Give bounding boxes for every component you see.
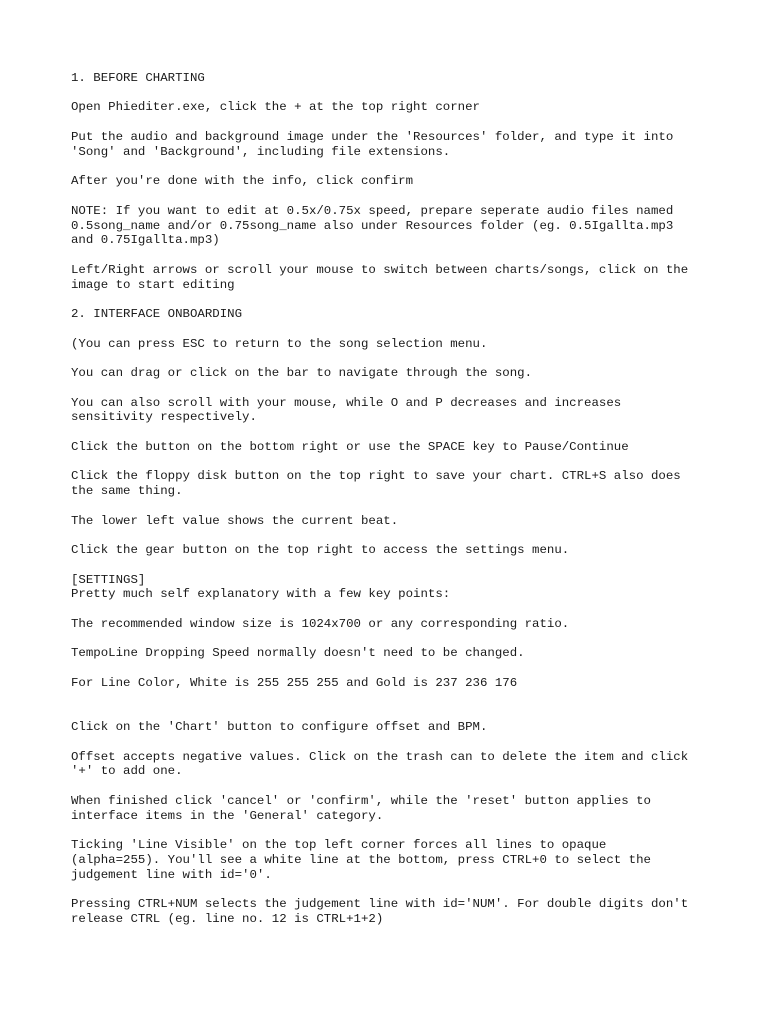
paragraph-open-phiediter (71, 100, 711, 115)
paragraph-heading-before-charting (71, 71, 711, 86)
paragraph-drag-bar (71, 366, 711, 381)
paragraph-ctrl-num (71, 897, 711, 927)
text-line: The recommended window size is 1024x700 or any corresponding ratio. (71, 616, 570, 631)
text-line: Left/Right arrows or scroll your mouse to switch between charts/songs, click on the (71, 262, 689, 277)
text-line: 1. BEFORE CHARTING (71, 71, 205, 85)
text-line: NOTE: If you want to edit at 0.5x/0.75x speed, prepare seperate audio files named (71, 203, 674, 218)
text-line: 'Song' and 'Background', including file extensions. (71, 144, 451, 159)
document-page (71, 71, 711, 942)
text-line: Click on the 'Chart' button to configure offset and BPM. (71, 720, 488, 735)
paragraph-note-speed (71, 204, 711, 248)
text-line: 2. INTERFACE ONBOARDING (71, 307, 243, 322)
text-line: The lower left value shows the current beat. (71, 513, 399, 528)
text-line: (alpha=255). You'll see a white line at the bottom, press CTRL+0 to select the (71, 852, 651, 867)
paragraph-put-audio (71, 130, 711, 160)
text-line: Pretty much self explanatory with a few key points: (71, 587, 451, 602)
paragraph-pause-continue (71, 440, 711, 455)
text-line: When finished click 'cancel' or 'confirm', while the 'reset' button applies to (71, 793, 651, 808)
paragraph-line-color (71, 676, 711, 691)
paragraph-after-info (71, 174, 711, 189)
text-line: '+' to add one. (71, 764, 183, 779)
paragraph-left-right (71, 263, 711, 293)
text-line: Open Phiediter.exe, click the + at the top right corner (71, 100, 480, 115)
paragraph-tempoline (71, 646, 711, 661)
text-line: 0.5song_name and/or 0.75song_name also under Resources folder (eg. 0.5Igallta.mp3 (71, 218, 674, 233)
paragraph-floppy-save (71, 469, 711, 499)
text-line: sensitivity respectively. (71, 410, 257, 425)
text-line: Ticking 'Line Visible' on the top left corner forces all lines to opaque (71, 838, 607, 853)
text-line: image to start editing (71, 277, 235, 292)
text-line: interface items in the 'General' category. (71, 808, 384, 823)
text-line: You can also scroll with your mouse, while O and P decreases and increases (71, 395, 622, 410)
text-line: Click the gear button on the top right to access the settings menu. (71, 543, 570, 558)
text-line: For Line Color, White is 255 255 255 and Gold is 237 236 176 (71, 675, 518, 690)
text-line: Click the floppy disk button on the top right to save your chart. CTRL+S also does (71, 469, 681, 484)
text-line: TempoLine Dropping Speed normally doesn't need to be changed. (71, 646, 525, 661)
text-line: judgement line with id='0'. (71, 867, 272, 882)
text-line: You can drag or click on the bar to navigate through the song. (71, 366, 533, 381)
paragraph-offset (71, 750, 711, 780)
text-line: [SETTINGS] (71, 572, 146, 587)
paragraph-line-visible (71, 838, 711, 882)
paragraph-lower-left (71, 514, 711, 529)
paragraph-chart-button (71, 720, 711, 735)
paragraph-heading-interface (71, 307, 711, 322)
text-line: the same thing. (71, 484, 183, 499)
paragraph-scroll-mouse (71, 396, 711, 426)
paragraph-settings-heading (71, 573, 711, 603)
paragraph-press-esc (71, 337, 711, 352)
paragraph-cancel-confirm (71, 794, 711, 824)
text-line: release CTRL (eg. line no. 12 is CTRL+1+2) (71, 912, 384, 927)
text-line: Pressing CTRL+NUM selects the judgement line with id='NUM'. For double digits don't (71, 897, 689, 912)
text-line: Click the button on the bottom right or use the SPACE key to Pause/Continue (71, 439, 629, 454)
text-line: Offset accepts negative values. Click on the trash can to delete the item and click (71, 749, 689, 764)
text-line: and 0.75Igallta.mp3) (71, 233, 220, 248)
text-line: After you're done with the info, click confirm (71, 174, 414, 189)
paragraph-window-size (71, 617, 711, 632)
text-line: (You can press ESC to return to the song selection menu. (71, 336, 488, 351)
text-line: Put the audio and background image under the 'Resources' folder, and type it into (71, 129, 674, 144)
paragraph-gear-button (71, 543, 711, 558)
